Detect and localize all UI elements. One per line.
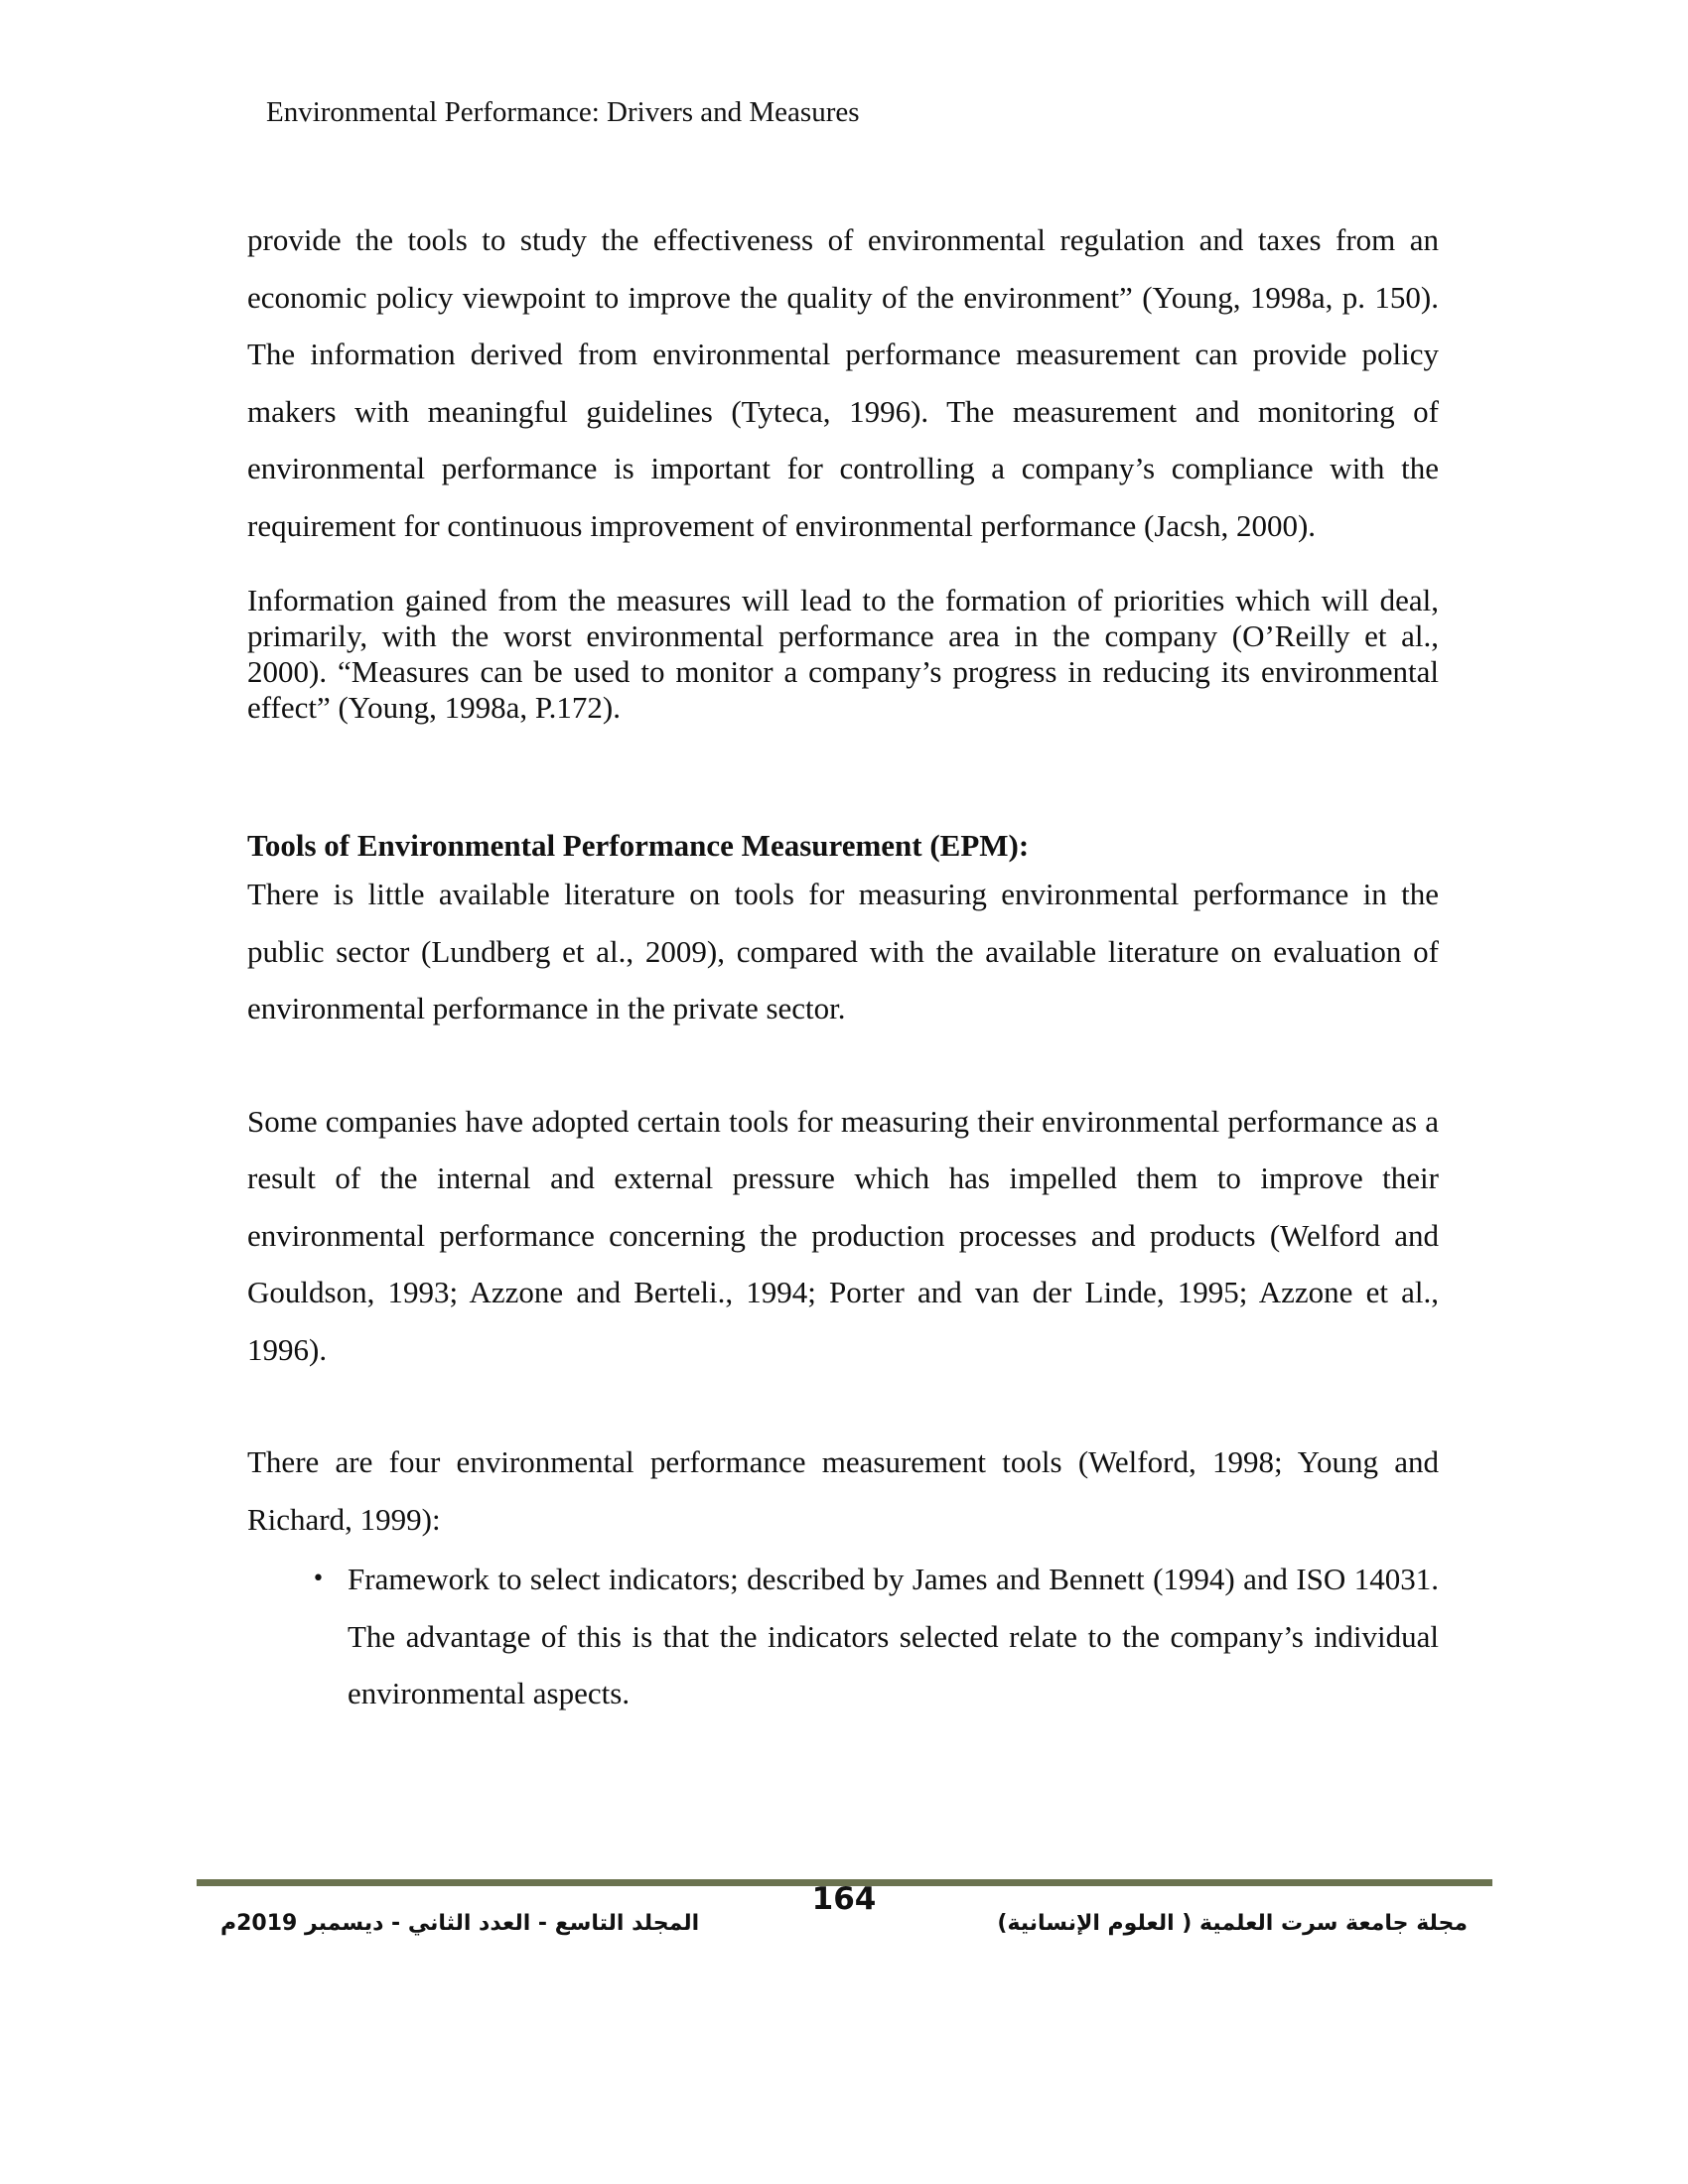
bullet-list: [247, 1551, 1439, 1722]
list-item-text: Framework to select indicators; described by James and Bennett (1994) and ISO 14031. The advantage of this is that the indicators selected relate to the company’s individual environmental aspects.: [348, 1562, 1439, 1710]
body-paragraph: Information gained from the measures will lead to the formation of priorities which will deal, primarily, with the worst environmental performance area in the company (O’Reilly et al., 2000). “Measures can be used to monitor a company’s progress in reducing its environmental effect” (Young, 1998a, P.172).: [247, 583, 1439, 725]
page-number: 164: [811, 1881, 877, 1917]
body-paragraph: Some companies have adopted certain tools for measuring their environmental performance as a result of the internal and external pressure which has impelled them to improve their environmental performance concerning the production processes and products (Welford and Gouldson, 1993; Azzone and Berteli., 1994; Porter and van der Linde, 1995; Azzone et al., 1996).: [247, 1103, 1439, 1367]
body-paragraph: There are four environmental performance measurement tools (Welford, 1998; Young and Richard, 1999):: [247, 1444, 1439, 1537]
list-item: [247, 1551, 1439, 1722]
body-paragraph: There is little available literature on tools for measuring environmental performance in the public sector (Lundberg et al., 2009), compared with the available literature on evaluation of environmental performance in the private sector.: [247, 877, 1439, 1025]
footer-volume-issue: المجلد التاسع - العدد الثاني - ديسمبر 2019م: [220, 1911, 700, 1936]
section-heading: Tools of Environmental Performance Measurement (EPM):: [247, 828, 1030, 863]
bullet-icon: •: [312, 1567, 325, 1591]
running-header-title: Environmental Performance: Drivers and Measures: [266, 96, 860, 128]
page-content: [247, 211, 1439, 1722]
body-paragraph: provide the tools to study the effectiveness of environmental regulation and taxes from an economic policy viewpoint to improve the quality of the environment” (Young, 1998a, p. 150). The information derived from environmental performance measurement can provide policy makers with meaningful guidelines (Tyteca, 1996). The measurement and monitoring of environmental performance is important for controlling a company’s compliance with the requirement for continuous improvement of environmental performance (Jacsh, 2000).: [247, 222, 1439, 543]
footer-journal-name: مجلة جامعة سرت العلمية ( العلوم الإنسانية): [997, 1911, 1468, 1936]
